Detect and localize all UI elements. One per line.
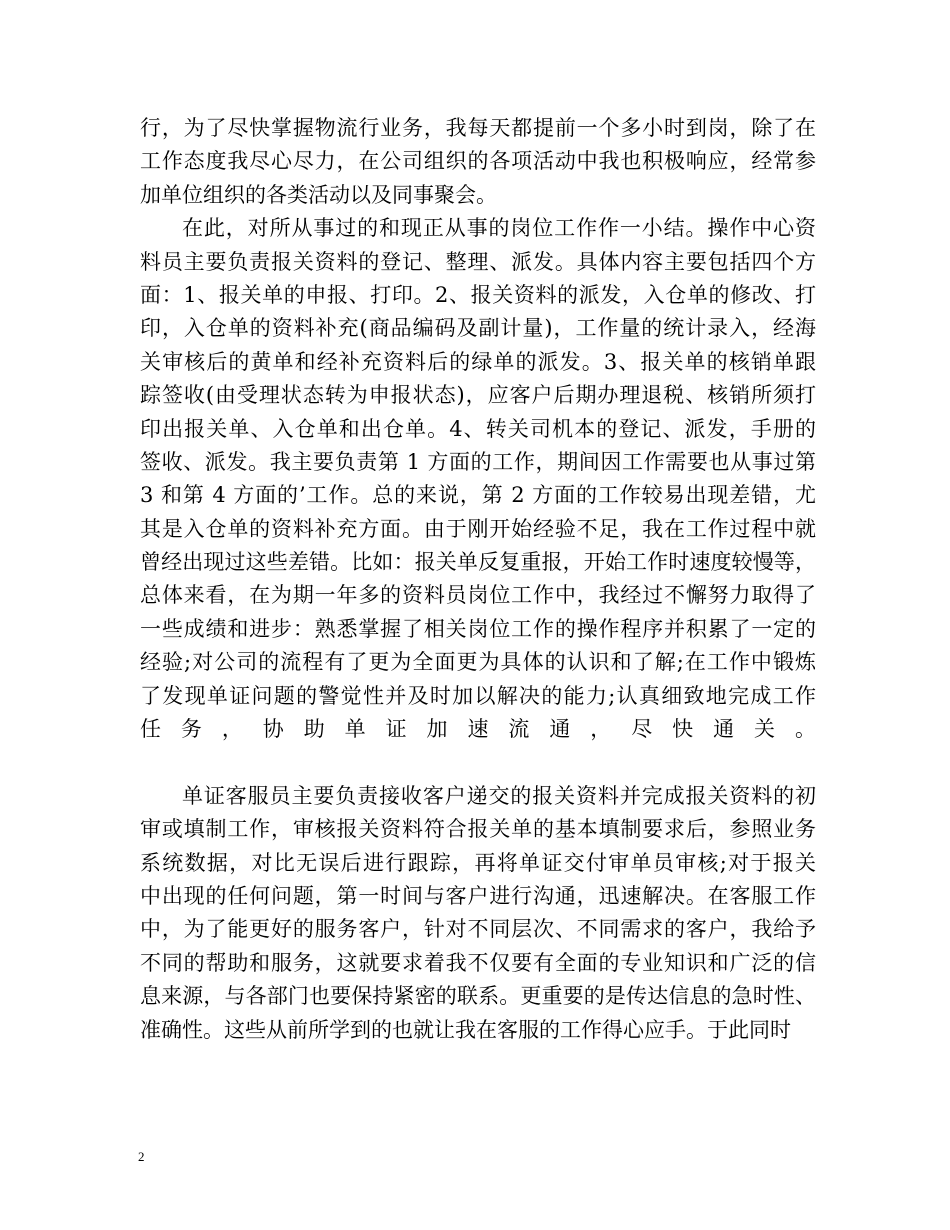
text-line: 单证客服员主要负责接收客户递交的报关资料并完成报关资料的初 xyxy=(182,783,816,808)
text-line: 不同的帮助和服务，这就要求着我不仅要有全面的专业知识和广泛的信 xyxy=(140,950,816,975)
text-line: 签收、派发。我主要负责第 1 方面的工作，期间因工作需要也从事过第 xyxy=(140,449,816,474)
paragraph-1 xyxy=(140,112,816,212)
text-line: 总体来看，在为期一年多的资料员岗位工作中，我经过不懈努力取得了 xyxy=(140,583,816,608)
text-line: 加单位组织的各类活动以及同事聚会。 xyxy=(140,182,497,207)
text-line: 准确性。这些从前所学到的也就让我在客服的工作得心应手。于此同时 xyxy=(140,1017,791,1042)
text-line: 任务，协助单证加速流通，尽快通关。 xyxy=(140,717,816,742)
text-line: 3 和第 4 方面的’工作。总的来说，第 2 方面的工作较易出现差错，尤 xyxy=(140,483,816,508)
text-line: 了发现单证问题的警觉性并及时加以解决的能力;认真细致地完成工作 xyxy=(140,683,816,708)
text-line: 行，为了尽快掌握物流行业务，我每天都提前一个多小时到岗，除了在 xyxy=(140,116,816,140)
text-line: 在此，对所从事过的和现正从事的岗位工作作一小结。操作中心资 xyxy=(182,216,816,241)
text-line: 中出现的任何问题，第一时间与客户进行沟通，迅速解决。在客服工作 xyxy=(140,883,816,908)
text-line: 中，为了能更好的服务客户，针对不同层次、不同需求的客户，我给予 xyxy=(140,917,816,942)
text-line: 其是入仓单的资料补充方面。由于刚开始经验不足，我在工作过程中就 xyxy=(140,516,816,541)
text-line: 经验;对公司的流程有了更为全面更为具体的认识和了解;在工作中锻炼 xyxy=(140,650,816,675)
text-line: 印，入仓单的资料补充(商品编码及副计量)，工作量的统计录入，经海 xyxy=(140,316,816,341)
text-line: 踪签收(由受理状态转为申报状态)，应客户后期办理退税、核销所须打 xyxy=(140,383,816,408)
text-line: 料员主要负责报关资料的登记、整理、派发。具体内容主要包括四个方 xyxy=(140,249,816,274)
text-line: 一些成绩和进步：熟悉掌握了相关岗位工作的操作程序并积累了一定的 xyxy=(140,616,816,641)
page-number: 2 xyxy=(138,1149,145,1164)
text-line: 系统数据，对比无误后进行跟踪，再将单证交付审单员审核;对于报关 xyxy=(140,850,816,875)
text-line: 面：1、报关单的申报、打印。2、报关资料的派发，入仓单的修改、打 xyxy=(140,282,816,307)
text-line: 印出报关单、入仓单和出仓单。4、转关司机本的登记、派发，手册的 xyxy=(140,416,816,441)
text-line: 工作态度我尽心尽力，在公司组织的各项活动中我也积极响应，经常参 xyxy=(140,149,816,174)
text-line xyxy=(140,746,816,779)
document-body xyxy=(140,112,816,1047)
text-line: 息来源，与各部门也要保持紧密的联系。更重要的是传达信息的急时性、 xyxy=(140,984,816,1009)
paragraph-2 xyxy=(140,212,816,780)
text-line: 曾经出现过这些差错。比如：报关单反复重报，开始工作时速度较慢等， xyxy=(140,550,816,575)
text-line: 关审核后的黄单和经补充资料后的绿单的派发。3、报关单的核销单跟 xyxy=(140,349,816,374)
text-line: 审或填制工作，审核报关资料符合报关单的基本填制要求后，参照业务 xyxy=(140,817,816,842)
paragraph-3 xyxy=(140,780,816,1047)
